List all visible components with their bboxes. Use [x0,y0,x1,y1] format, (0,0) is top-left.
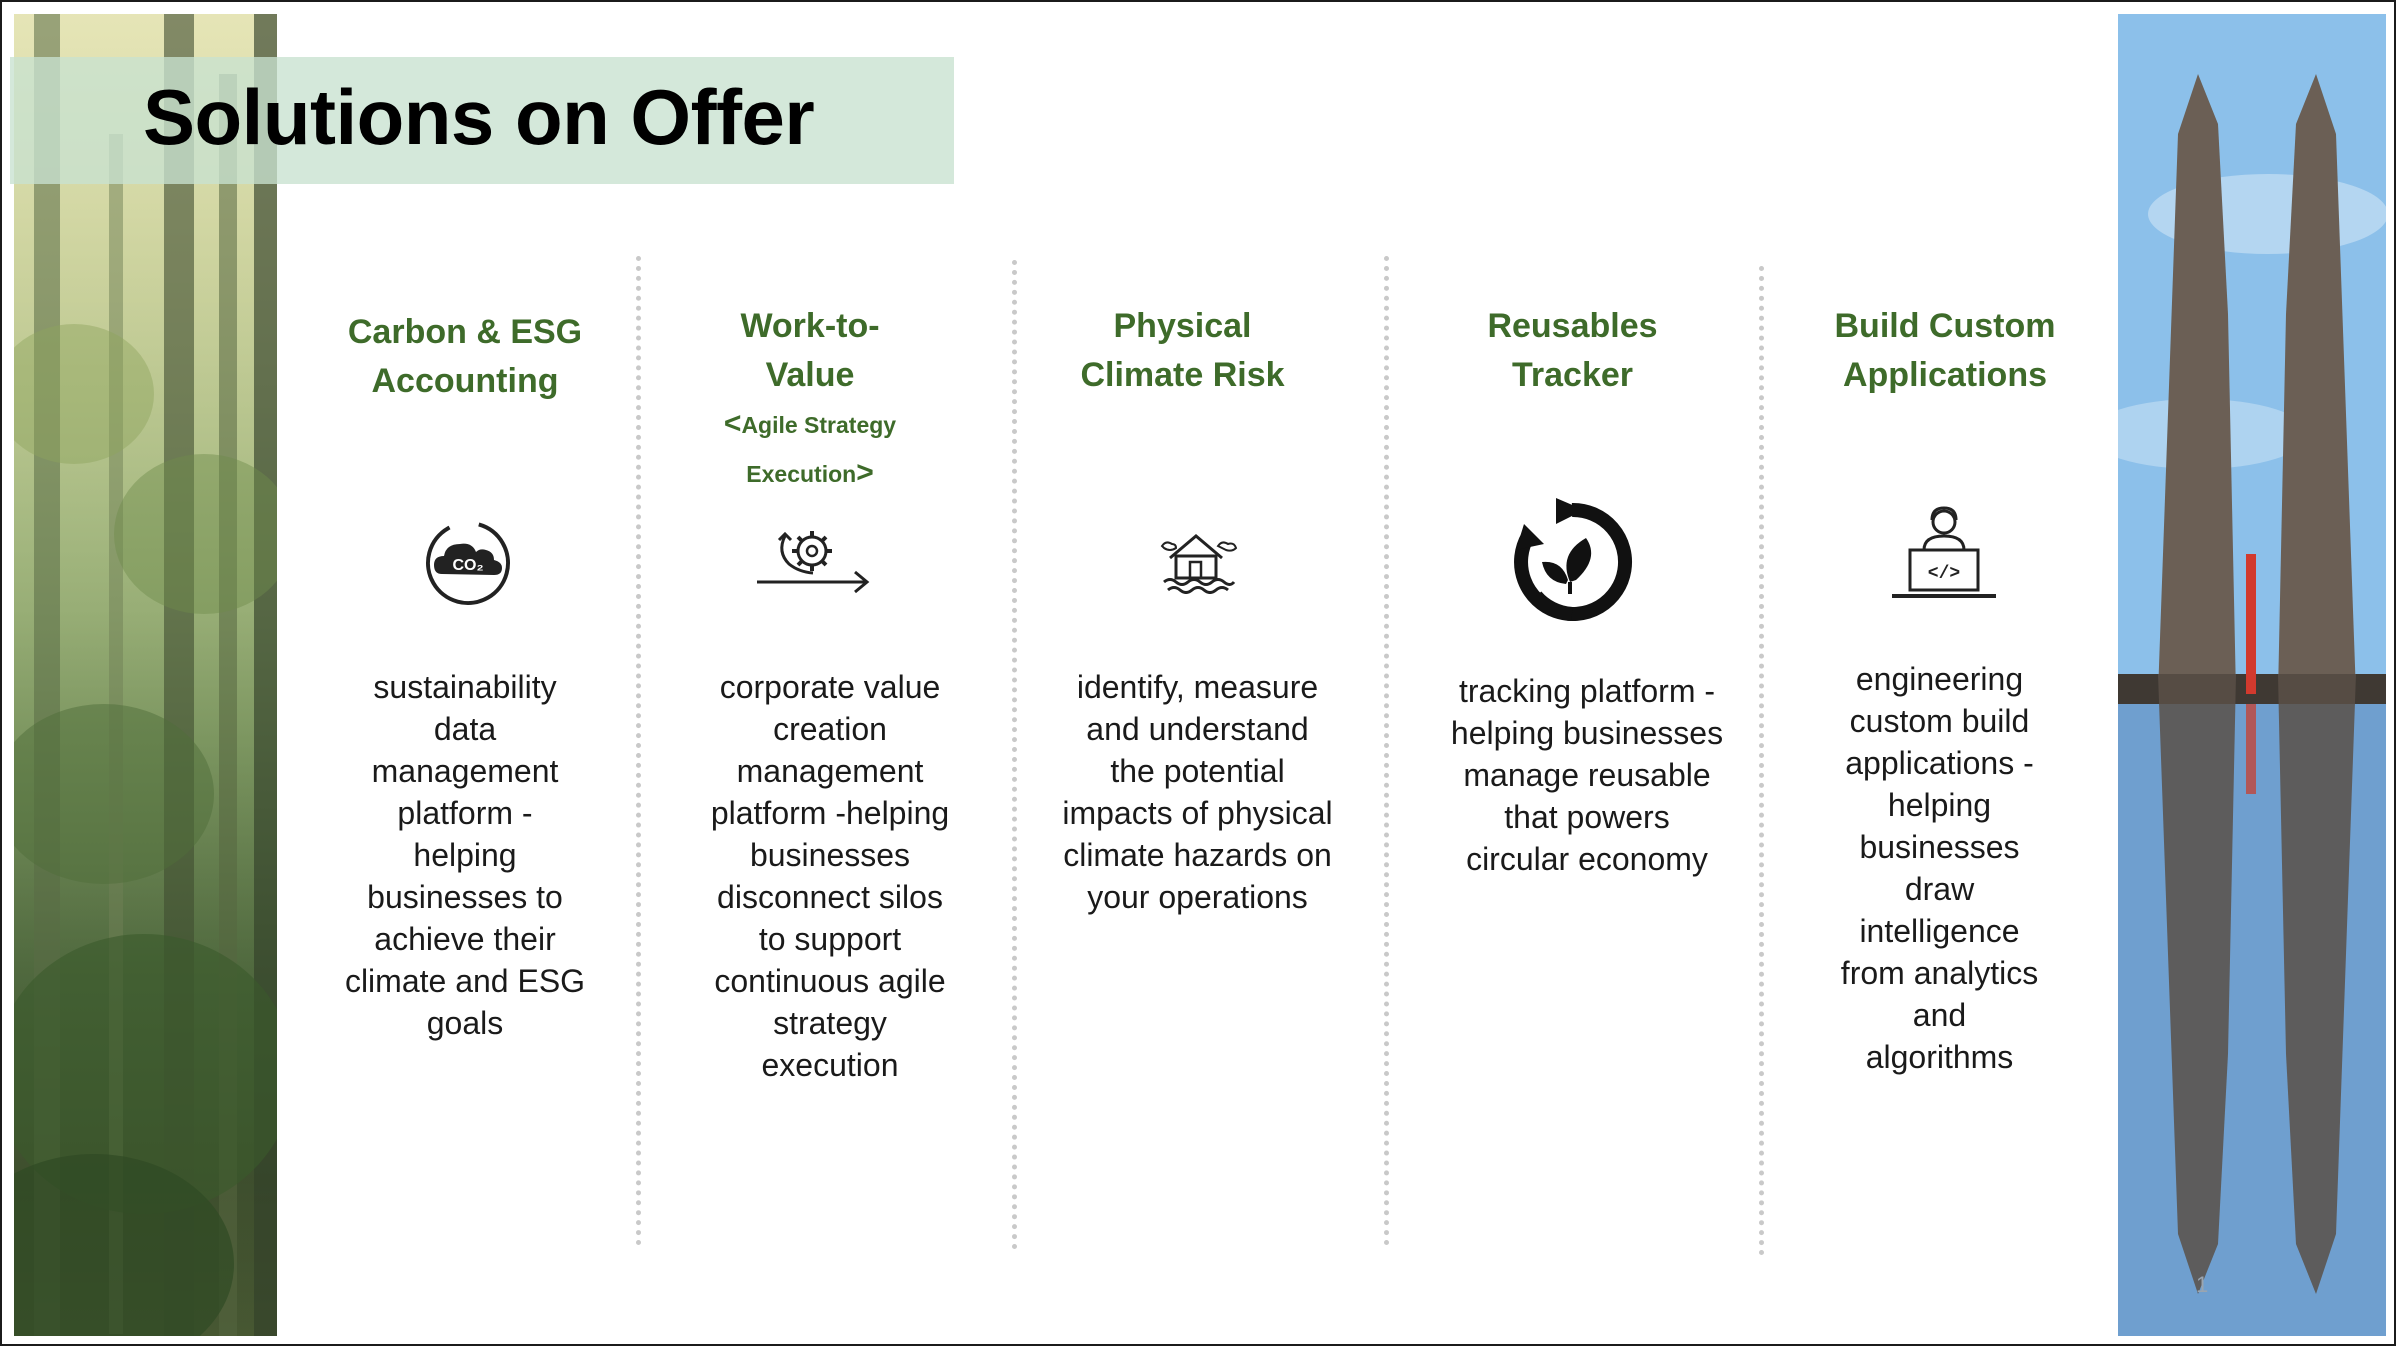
solution-title [1800,302,2090,400]
description-line: that powers [1504,799,1670,835]
solution-carbon-esg [320,308,610,406]
forest-illustration [14,14,277,1336]
subtitle-open-bracket: < [723,407,742,440]
recycle-leaf-icon [1506,496,1638,633]
solution-title-line: Climate Risk [1080,356,1285,394]
temple-gate-photo [2118,14,2386,1336]
forest-photo [14,14,277,1336]
description-line: management [736,753,924,789]
description-line: continuous agile [714,963,946,999]
subtitle-line: Execution [746,461,857,487]
description-line: to support [758,921,902,957]
gear-arrow-icon [755,524,873,607]
solution-title [1430,302,1715,400]
description-line: goals [426,1005,504,1041]
description-line: and [1912,997,1967,1033]
solution-description [1437,670,1737,880]
solution-title [1040,302,1325,400]
solution-reusables-tracker [1430,302,1715,400]
description-line: management [371,753,559,789]
solution-title [680,302,940,400]
subtitle-close-bracket: > [856,456,874,489]
description-line: custom build [1849,703,2030,739]
description-line: engineering [1855,661,2024,697]
temple-gate-illustration [2118,14,2386,1336]
description-line: algorithms [1865,1039,2014,1075]
column-divider [1384,256,1389,1246]
description-line: circular economy [1466,841,1708,877]
solution-title-line: Work-to- [740,307,880,345]
description-line: the potential [1110,753,1285,789]
subtitle-line: Agile Strategy [741,412,897,438]
svg-text:</>: </> [1927,564,1961,584]
column-divider [1759,266,1764,1256]
flooded-house-icon [1160,528,1238,599]
solution-title-line: Applications [1842,356,2048,394]
description-line: creation [773,711,887,747]
description-line: businesses [749,837,911,873]
column-divider [636,256,641,1246]
description-line: execution [761,1047,899,1083]
description-line: manage reusable [1463,757,1711,793]
solution-subtitle [680,400,940,498]
description-line: corporate value [719,669,941,705]
page-number: 1 [2196,1272,2209,1297]
developer-laptop-icon [1888,504,2000,609]
description-line: from analytics [1840,955,2039,991]
description-line: disconnect silos [717,879,943,915]
solution-title-line: Value [765,356,855,394]
solution-title-line: Tracker [1512,356,1633,394]
description-line: impacts of physical [1062,795,1333,831]
slide-title: Solutions on Offer [143,73,815,161]
description-line: businesses [1859,829,2020,865]
description-line: businesses to [367,879,563,915]
description-line: climate and ESG [344,963,586,999]
solution-title-line: Reusables [1487,307,1658,345]
description-line: applications - [1845,745,2034,781]
solution-title-line: Physical [1113,307,1252,345]
solution-physical-climate-risk [1040,302,1325,400]
description-line: helping [1887,787,1992,823]
solution-title-line: Carbon & ESG [347,313,583,351]
column-divider [1012,260,1017,1250]
svg-text:CO₂: CO₂ [452,557,484,574]
solution-build-custom-applications [1800,302,2090,400]
solution-work-to-value [680,302,940,498]
description-line: strategy [773,1005,887,1041]
solution-description [695,666,965,1086]
solution-title-line: Build Custom [1834,307,2056,345]
description-line: achieve their [374,921,556,957]
solution-description [1802,658,2077,1078]
description-line: tracking platform - [1458,673,1716,709]
description-line: intelligence [1859,913,2020,949]
description-line: draw [1904,871,1975,907]
solution-title-line: Accounting [371,362,559,400]
description-line: sustainability [373,669,557,705]
solution-description [1050,666,1345,918]
description-line: climate hazards on [1063,837,1332,873]
description-line: and understand [1086,711,1309,747]
description-line: platform -helping [710,795,950,831]
description-line: helping businesses [1450,715,1724,751]
solution-title [320,308,610,406]
description-line: platform - [397,795,533,831]
solution-description [330,666,600,1044]
co2-cloud-icon [420,518,516,613]
description-line: data [433,711,497,747]
description-line: your operations [1087,879,1308,915]
description-line: helping [413,837,517,873]
description-line: identify, measure [1076,669,1319,705]
